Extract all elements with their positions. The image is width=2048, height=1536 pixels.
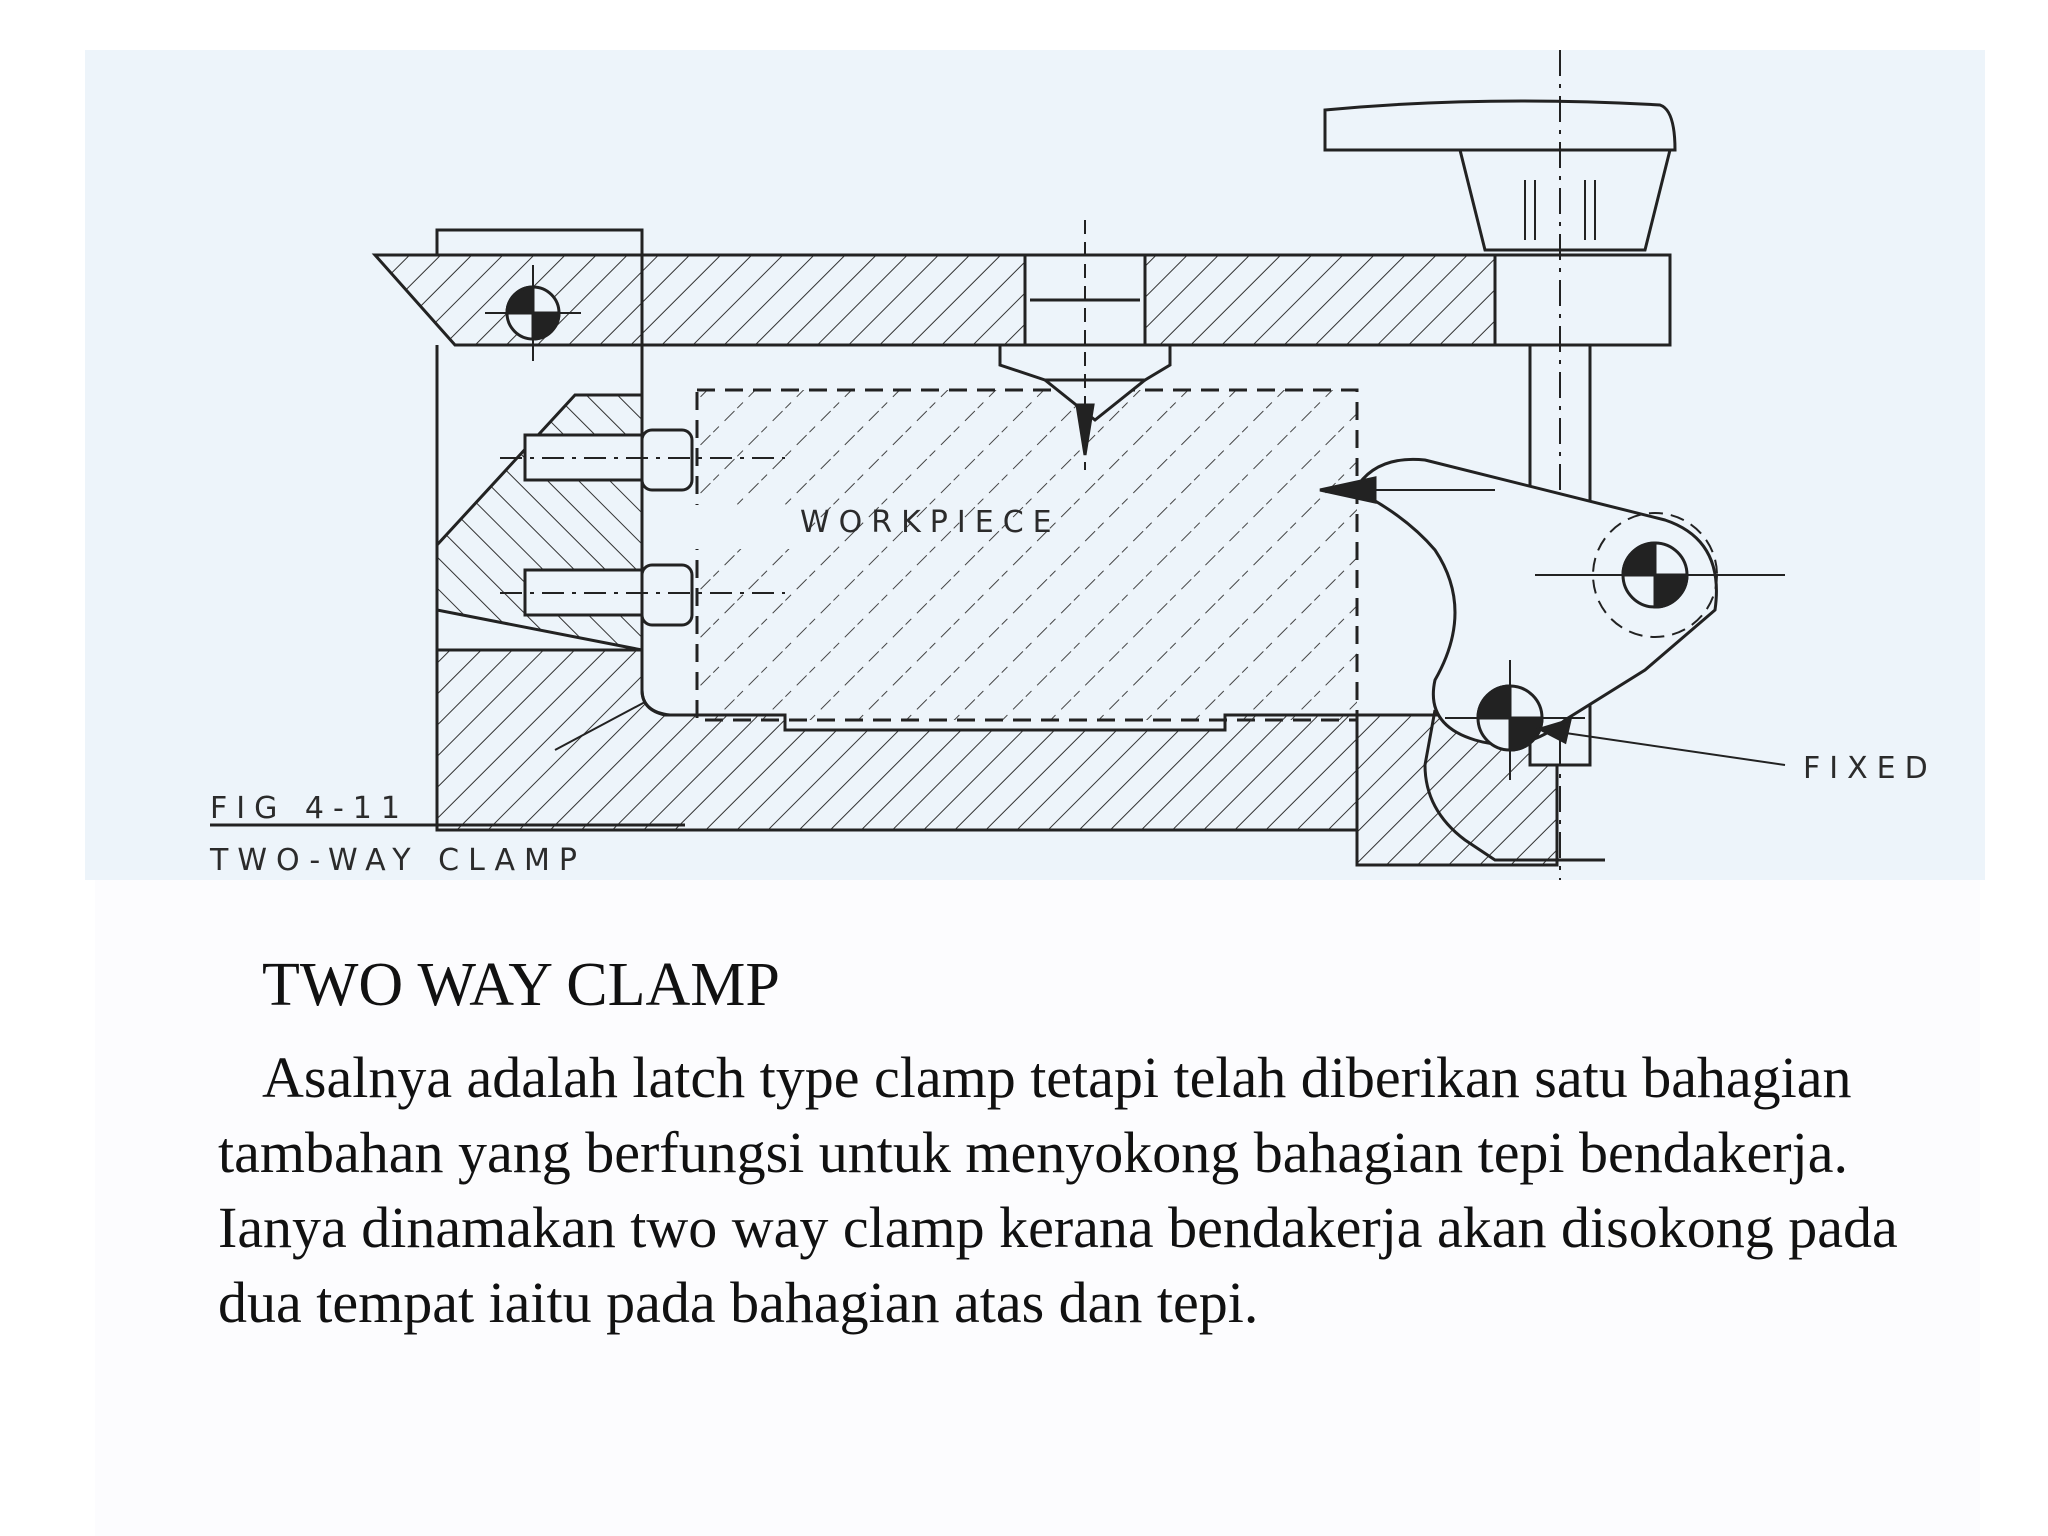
handle-stem <box>1460 150 1670 250</box>
fig-number: FIG 4-11 <box>210 791 409 826</box>
description-paragraph: Asalnya adalah latch type clamp tetapi telah diberikan satu bahagian tambahan yang berfungsi untuk menyokong bahagian tepi bendakerja. Ianya dinamakan two way clamp kerana bendakerja akan disokong pada dua tempat iaitu pada bahagian atas dan tepi. <box>218 1045 1898 1335</box>
clamp-diagram <box>85 50 1985 880</box>
screw-upper <box>642 430 692 490</box>
workpiece-body <box>697 390 1357 720</box>
t-handle <box>1325 101 1675 150</box>
fig-caption: TWO-WAY CLAMP <box>210 843 586 878</box>
fixed-label: FIXED <box>1803 751 1937 786</box>
screw-lower <box>642 565 692 625</box>
clamp-drawing <box>85 50 1985 880</box>
section-heading: TWO WAY CLAMP <box>262 951 780 1019</box>
workpiece-label: WORKPIECE <box>800 505 1061 540</box>
